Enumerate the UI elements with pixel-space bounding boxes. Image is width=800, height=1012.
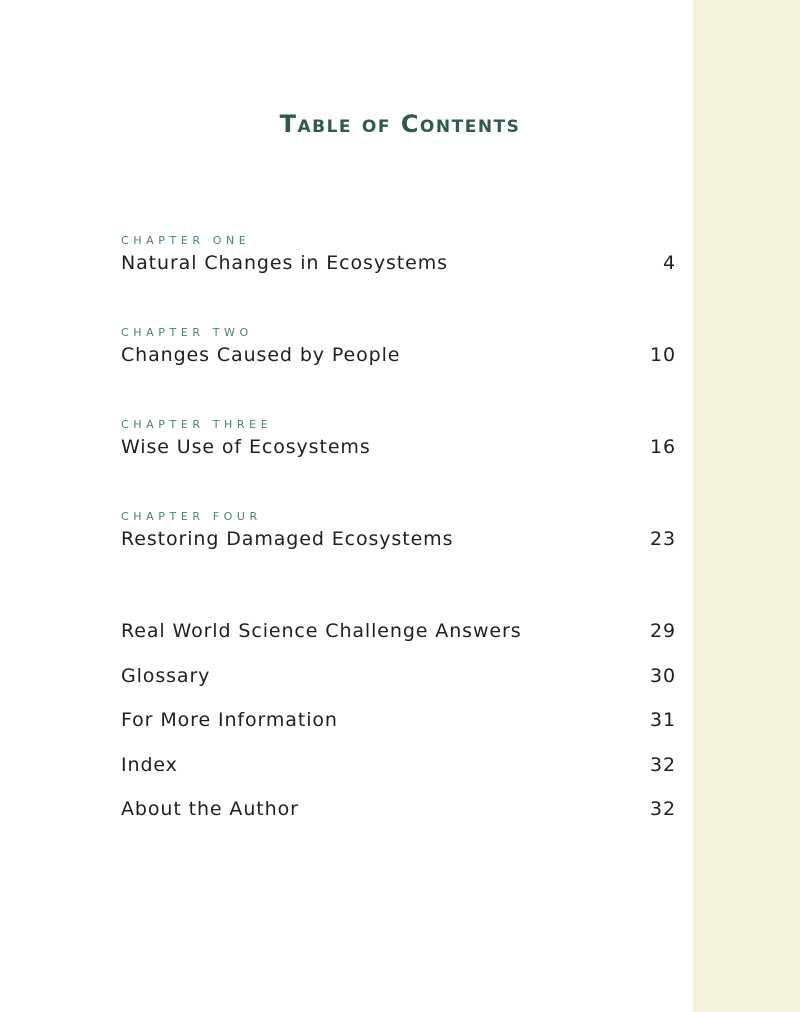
page-number: 23 — [650, 528, 676, 550]
chapter-label: CHAPTER THREE — [121, 418, 273, 431]
toc-entry-challenge-answers[interactable] — [121, 618, 676, 644]
chapter-title: Wise Use of Ecosystems — [121, 436, 371, 458]
page-number: 31 — [650, 709, 676, 731]
toc-entry-glossary[interactable] — [121, 663, 676, 689]
toc-chapter-four[interactable] — [121, 508, 676, 552]
page-number: 16 — [650, 436, 676, 458]
toc-entry-about-author[interactable] — [121, 796, 676, 822]
entry-title: About the Author — [121, 798, 299, 820]
toc-entry-row — [121, 707, 676, 733]
toc-entry-more-information[interactable] — [121, 707, 676, 733]
page-number: 32 — [650, 798, 676, 820]
toc-entry-row — [121, 526, 676, 552]
toc-chapter-one[interactable] — [121, 232, 676, 276]
page-number: 10 — [650, 344, 676, 366]
toc-entry-row — [121, 250, 676, 276]
entry-title: Glossary — [121, 665, 211, 687]
chapter-label: CHAPTER TWO — [121, 326, 253, 339]
toc-entry-index[interactable] — [121, 752, 676, 778]
page-number: 30 — [650, 665, 676, 687]
toc-entry-row — [121, 663, 676, 689]
page-side-band — [693, 0, 800, 1012]
toc-entry-row — [121, 618, 676, 644]
chapter-title: Changes Caused by People — [121, 344, 401, 366]
toc-entry-row — [121, 434, 676, 460]
entry-title: For More Information — [121, 709, 338, 731]
page-number: 32 — [650, 754, 676, 776]
chapter-title: Restoring Damaged Ecosystems — [121, 528, 454, 550]
toc-entry-row — [121, 796, 676, 822]
toc-entry-row — [121, 752, 676, 778]
entry-title: Real World Science Challenge Answers — [121, 620, 522, 642]
page-title: Table of Contents — [279, 110, 521, 138]
chapter-title: Natural Changes in Ecosystems — [121, 252, 448, 274]
toc-chapter-three[interactable] — [121, 416, 676, 460]
page-number: 4 — [663, 252, 676, 274]
chapter-label: CHAPTER ONE — [121, 234, 251, 247]
toc-entry-row — [121, 342, 676, 368]
entry-title: Index — [121, 754, 178, 776]
toc-chapter-two[interactable] — [121, 324, 676, 368]
chapter-label: CHAPTER FOUR — [121, 510, 262, 523]
page-number: 29 — [650, 620, 676, 642]
